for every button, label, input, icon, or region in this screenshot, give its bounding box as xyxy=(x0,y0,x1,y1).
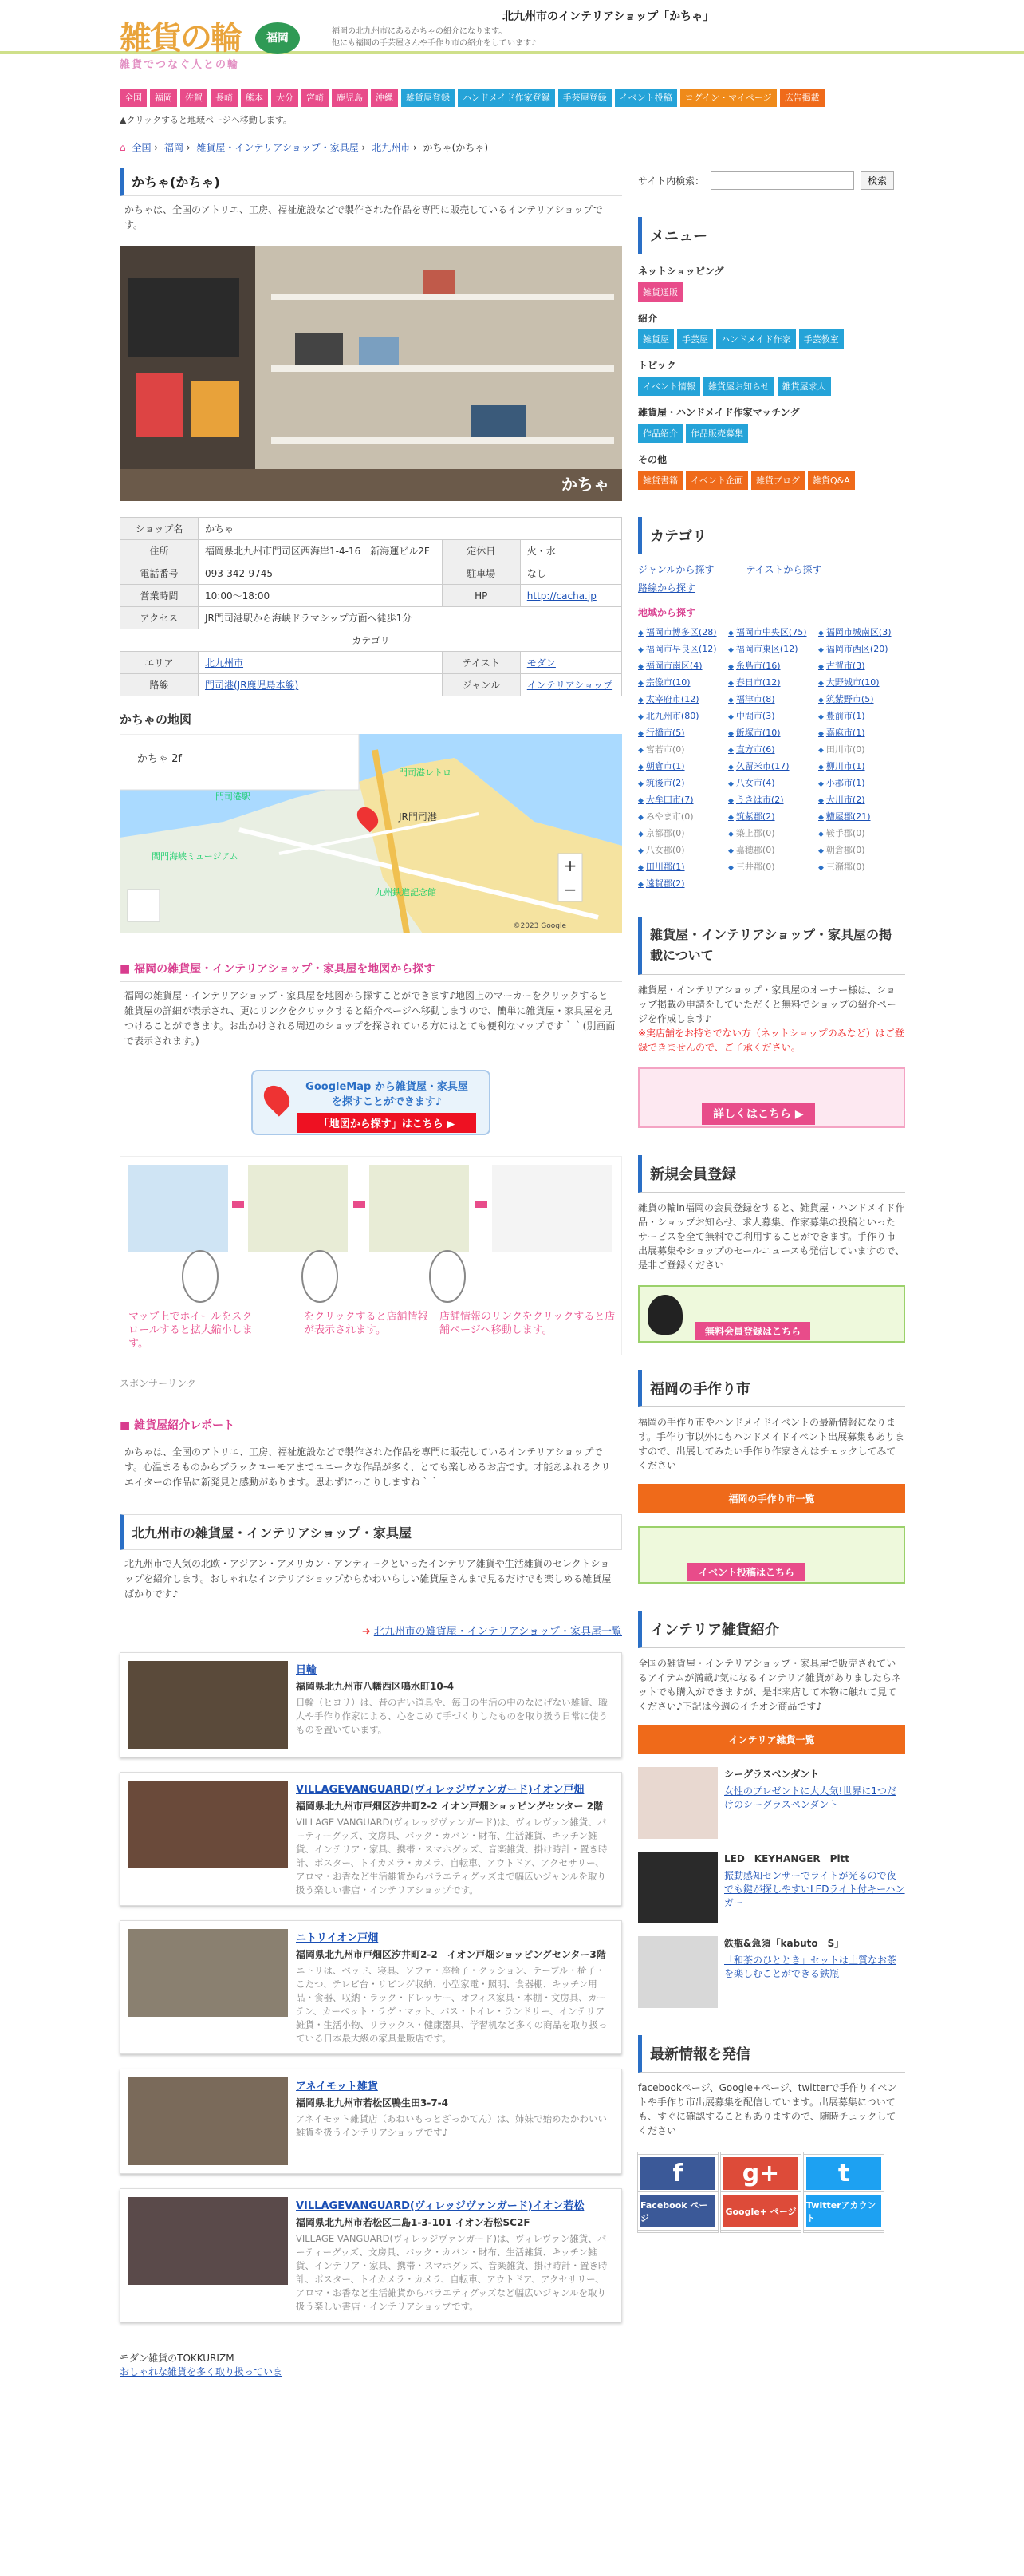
interior-heading: インテリア雑貨紹介 xyxy=(638,1611,905,1648)
map-steps-guide xyxy=(120,1156,622,1355)
breadcrumb-current: かちゃ(かちゃ) xyxy=(423,142,489,153)
label-tel: 電話番号 xyxy=(120,562,199,585)
shop-card[interactable] xyxy=(120,1920,622,2054)
bottom-banner[interactable] xyxy=(120,2351,622,2378)
shop-title: かちゃ(かちゃ) xyxy=(120,168,622,196)
genre-link[interactable]: インテリアショップ xyxy=(526,680,613,691)
value-hours: 10:00〜18:00 xyxy=(199,585,443,607)
label-address: 住所 xyxy=(120,540,199,562)
label-taste: テイスト xyxy=(442,652,520,674)
taste-search-link[interactable]: テイストから探す xyxy=(746,564,822,575)
shop-card[interactable] xyxy=(120,1652,622,1757)
area-link[interactable]: ◆ 宮若市(0) xyxy=(638,743,726,755)
menu-tags-other xyxy=(638,471,905,490)
breadcrumb-fukuoka[interactable]: 福岡 xyxy=(163,142,183,153)
recommend-item[interactable] xyxy=(638,1852,905,1923)
ichi-heading: 福岡の手作り市 xyxy=(638,1370,905,1407)
breadcrumb-zenkoku[interactable]: 全国 xyxy=(132,142,152,153)
nav-item[interactable]: 佐賀 xyxy=(180,89,207,107)
post-banner-button[interactable]: 詳しくはこちら ▶ xyxy=(702,1103,815,1125)
shop-card[interactable] xyxy=(120,1772,622,1906)
menu-group-topic: トピック xyxy=(638,360,676,371)
shop-name-link[interactable]: ニトリイオン戸畑 xyxy=(296,1932,379,1944)
shop-name-link[interactable]: アネイモット雑貨 xyxy=(296,2081,378,2093)
sidebar xyxy=(638,171,905,2232)
menu-tags-matching xyxy=(638,424,905,443)
header-desc-line-2: 他にも福岡の手芸屋さんや手作り市の紹介をしています♪ xyxy=(332,39,537,48)
shop-thumbnail[interactable] xyxy=(128,2197,288,2285)
recommend-name: 鉄瓶&急須「kabuto S」 xyxy=(724,1938,845,1949)
label-hours: 営業時間 xyxy=(120,585,199,607)
area-link[interactable]: ◆ 大牟田市(7) xyxy=(638,793,726,806)
area-link[interactable]: ◆ 古賀市(3) xyxy=(818,659,906,672)
header-description xyxy=(332,26,587,49)
label-access: アクセス xyxy=(120,607,199,629)
nav-item[interactable]: 雑貨屋登録 xyxy=(401,89,455,107)
page-title: 北九州市のインテリアショップ「かちゃ」 xyxy=(502,10,715,23)
area-link[interactable]: ◆ 築上郡(0) xyxy=(728,826,816,839)
recommend-name: LED KEYHANGER Pitt xyxy=(724,1853,850,1864)
register-button[interactable]: 無料会員登録はこちら xyxy=(695,1322,810,1340)
nav-item[interactable]: ログイン・マイページ xyxy=(680,89,777,107)
area-link[interactable]: ◆ 中間市(3) xyxy=(728,709,816,722)
category-header: カテゴリ xyxy=(120,629,622,652)
menu-tag[interactable]: イベント情報 xyxy=(638,377,700,396)
search-label: サイト内検索： xyxy=(638,175,705,187)
menu-group-matching: 雑貨屋・ハンドメイド作家マッチング xyxy=(638,407,800,418)
menu-group-other: その他 xyxy=(638,454,668,465)
menu-tag[interactable]: 雑貨通販 xyxy=(638,282,683,302)
area-link[interactable]: ◆ うきは市(2) xyxy=(728,793,816,806)
google-plus-icon: g+ xyxy=(721,2155,801,2192)
header-desc-line-1: 福岡の北九州市にあるかちゃの紹介になります。 xyxy=(332,27,507,36)
shop-info-table xyxy=(120,517,622,696)
label-genre: ジャンル xyxy=(442,674,520,696)
area-link[interactable]: ◆ 飯塚市(10) xyxy=(728,726,816,739)
chevron-right-icon: › xyxy=(361,142,366,153)
home-icon: ⌂ xyxy=(120,142,126,153)
step-3-text: 店舗情報のリンクをクリックすると店舗ページへ移動します。 xyxy=(439,1311,616,1336)
step-1-text: マップ上でホイールをスクロールすると拡大縮小します。 xyxy=(128,1311,253,1350)
map-place-card: かちゃ 2f xyxy=(137,753,182,765)
logo-badge: 福岡 xyxy=(255,22,300,54)
post-heading: 雑貨屋・インテリアショップ・家具屋の掲載について xyxy=(638,917,905,975)
shop-body xyxy=(296,1929,613,2045)
steps-illustration xyxy=(120,1157,623,1308)
nav-item[interactable]: 沖縄 xyxy=(371,89,398,107)
event-post-button[interactable]: イベント投稿はこちら xyxy=(687,1563,805,1581)
menu-tag[interactable]: 雑貨ブログ xyxy=(751,471,805,490)
post-banner[interactable] xyxy=(638,1067,905,1128)
bottom-banner-link[interactable]: おしゃれな雑貨を多く取り扱っていま xyxy=(120,2366,283,2377)
value-tel: 093-342-9745 xyxy=(199,562,443,585)
post-text: 雑貨屋・インテリアショップ・家具屋のオーナー様は、ショップ掲載の申請をしていただくと無料でショップの紹介ページを作成します♪ xyxy=(638,984,896,1024)
area-link[interactable]: ◆ 筑後市(2) xyxy=(638,776,726,789)
area-link[interactable]: ◆ 糸島市(16) xyxy=(728,659,816,672)
kitakyushu-more xyxy=(120,1623,622,1638)
area-link[interactable]: ◆ 嘉麻市(1) xyxy=(818,726,906,739)
area-link[interactable]: ◆ 田川市(0) xyxy=(818,743,906,755)
area-link[interactable]: ◆ 豊前市(1) xyxy=(818,709,906,722)
register-text: 雑貨の輪in福岡の会員登録をすると、雑貨屋・ハンドメイド作品・ショップお知らせ、求人募集、作家募集の投稿といったサービスを全て無料でご利用することができます。手作り市出展募集やショップのセールニュースも発信していますので、是非ご登録ください xyxy=(638,1202,905,1271)
shop-address: 福岡県北九州市八幡西区鳴水町10-4 xyxy=(296,1681,455,1692)
value-access: JR門司港駅から海峡ドラマシップ方面へ徒歩1分 xyxy=(199,607,622,629)
area-link[interactable]: ◆ 嘉穂郡(0) xyxy=(728,843,816,856)
recommend-list xyxy=(638,1767,905,2008)
chevron-right-icon: › xyxy=(154,142,159,153)
sponsor-label: スポンサーリンク xyxy=(120,1378,196,1389)
recommend-item[interactable] xyxy=(638,1936,905,2008)
area-link[interactable]: ◆ 三井郡(0) xyxy=(728,860,816,873)
area-link[interactable]: ◆ 北九州市(80) xyxy=(638,709,726,722)
shop-thumbnail[interactable] xyxy=(128,2077,288,2165)
recommend-body xyxy=(724,1852,905,1923)
area-link[interactable]: ◆ 田川郡(1) xyxy=(638,860,726,873)
nav-item[interactable]: 鹿児島 xyxy=(332,89,368,107)
map-illustration xyxy=(120,734,622,933)
shop-description: アネイモット雑貨店（あねいもっとざっかてん）は、姉妹で始めたかわいい雑貨を扱うインテリアショップです♪ xyxy=(296,2113,607,2138)
shop-card[interactable] xyxy=(120,2188,622,2322)
shop-description: ニトリは、ベッド、寝具、ソファ・座椅子・クッション、テーブル・椅子・こたつ、テレビ台・リビング収納、小型家電・照明、食器棚、キッチン用品・食器、収納・ラック・ドレッサー、オフィス家具・本棚・文房具、カーテン、カーペット・ラグ・マット、バス・トイレ・ランドリー、インテリア雑貨・生活小物、リラックス・健康器具、学習机など多くの商品を取り扱っている日本最大級の家具量販店です。 xyxy=(296,1965,608,2044)
area-link[interactable]: ◆ みやま市(0) xyxy=(638,810,726,823)
shop-name-link[interactable]: 日輪 xyxy=(296,1664,317,1676)
menu-group-intro: 紹介 xyxy=(638,313,658,324)
area-list xyxy=(638,625,905,890)
nav-note: ▲クリックすると地域ページへ移動します。 xyxy=(120,115,292,125)
social-button[interactable] xyxy=(804,2152,884,2232)
value-parking: なし xyxy=(520,562,621,585)
menu-tag[interactable]: ハンドメイド作家 xyxy=(716,329,796,349)
nav-item[interactable]: 宮崎 xyxy=(301,89,329,107)
nav-item[interactable]: 手芸屋登録 xyxy=(558,89,612,107)
shop-description: VILLAGE VANGUARD(ヴィレッジヴァンガード)は、ヴィレヴァン雑貨、パーティーグッズ、文房具、バック・カバン・財布、生活雑貨、キッチン雑貨、インテリア・家具、携帯・スマホグッズ、音楽雑貨、掛け時計・置き時計、ポスター、トイカメラ・カメラ、自転車、アウトドア、アクセサリー、アロマ・お香など生活雑貨からバラエティグッズなど幅広いジャンルを取り扱う楽しい書店・インテリアショップです。 xyxy=(296,2233,608,2312)
site-search xyxy=(638,171,905,190)
recommend-body xyxy=(724,1936,905,2008)
shop-thumbnail[interactable] xyxy=(128,1661,288,1749)
breadcrumb-category[interactable]: 雑貨屋・インテリアショップ・家具屋 xyxy=(196,142,359,153)
news-heading: 最新情報を発信 xyxy=(638,2035,905,2073)
shop-description: VILLAGE VANGUARD(ヴィレッジヴァンガード)は、ヴィレヴァン雑貨、パーティーグッズ、文房具、バック・カバン・財布、生活雑貨、キッチン雑貨、インテリア・家具、携帯・スマホグッズ、音楽雑貨、掛け時計・置き時計、ポスター、トイカメラ・カメラ、自転車、アウトドア、アクセサリー、アロマ・お香など生活雑貨からバラエティグッズまで幅広いジャンルを取り扱う楽しい書店・インテリアショップです。 xyxy=(296,1817,608,1896)
area-link[interactable]: ◆ 朝倉郡(0) xyxy=(818,843,906,856)
kitakyushu-list-link[interactable]: 北九州市の雑貨屋・インテリアショップ・家具屋一覧 xyxy=(373,1626,622,1638)
area-link[interactable]: ◆ 遠賀郡(2) xyxy=(638,877,726,890)
news-text: facebookページ、Google+ページ、twitterで手作りイベントや手作り市出展募集を配信しています。出展募集についても、すぐに確認することもありますので、随時チェックしてください xyxy=(638,2082,897,2136)
route-search-link[interactable]: 路線から探す xyxy=(638,582,696,594)
area-link[interactable]: ◆ 福津市(8) xyxy=(728,692,816,705)
logo-tagline: 雑貨でつなぐ人との輪 xyxy=(120,59,240,71)
register-banner[interactable] xyxy=(638,1285,905,1343)
shop-body xyxy=(296,1781,613,1897)
map-title: かちゃの地図 xyxy=(120,712,192,727)
map-label-retro: 門司港レトロ xyxy=(399,767,451,778)
shop-body xyxy=(296,1661,613,1749)
label-route: 路線 xyxy=(120,674,199,696)
ichi-text: 福岡の手作り市やハンドメイドイベントの最新情報になります。手作り市以外にもハンドメイドイベント出展募集もありますので、出展してみたい手作り作家さんはチェックしてみてください xyxy=(638,1417,905,1471)
label-holiday: 定休日 xyxy=(442,540,520,562)
area-link[interactable]: ◆ 福岡市博多区(28) xyxy=(638,625,726,638)
breadcrumb-city[interactable]: 北九州市 xyxy=(372,142,411,153)
area-link[interactable]: ◆ 福岡市南区(4) xyxy=(638,659,726,672)
nav-item[interactable]: イベント投稿 xyxy=(615,89,677,107)
recommend-link[interactable]: 女性のプレゼントに大人気!世界に1つだけのシーグラスペンダント xyxy=(724,1785,896,1810)
area-link[interactable]: ◆ 福岡市中央区(75) xyxy=(728,625,816,638)
nav-item[interactable]: 長崎 xyxy=(211,89,238,107)
shop-description: 日輪（ヒヨリ）は、昔の古い道具や、毎日の生活の中のなにげない雑貨、職人や手作り作家による、心をこめて手づくりしたものを取り扱う日常に使うものを置いています。 xyxy=(296,1697,608,1735)
area-link[interactable]: ◆ 福岡市西区(20) xyxy=(818,642,906,655)
nav-item[interactable]: 全国 xyxy=(120,89,147,107)
shop-photo xyxy=(120,246,622,501)
area-link[interactable]: 北九州市 xyxy=(205,657,244,669)
shop-body xyxy=(296,2077,613,2165)
area-link[interactable]: ◆ 糟屋郡(21) xyxy=(818,810,906,823)
area-link[interactable]: ◆ 春日市(12) xyxy=(728,676,816,688)
value-shop-name: かちゃ xyxy=(199,518,622,540)
area-link[interactable]: ◆ 柳川市(1) xyxy=(818,759,906,772)
shop-thumbnail[interactable] xyxy=(128,1781,288,1868)
menu-heading: メニュー xyxy=(638,217,905,254)
area-link[interactable]: ◆ 福岡市城南区(3) xyxy=(818,625,906,638)
area-link[interactable]: ◆ 久留米市(17) xyxy=(728,759,816,772)
taste-link[interactable]: モダン xyxy=(526,657,556,669)
site-logo[interactable] xyxy=(120,6,311,70)
breadcrumb xyxy=(120,140,491,154)
nav-item[interactable]: ハンドメイド作家登録 xyxy=(458,89,555,107)
homepage-link[interactable]: http://cacha.jp xyxy=(526,590,597,602)
shop-intro: かちゃは、全国のアトリエ、工房、福祉施設などで製作された作品を専門に販売しているインテリアショップです。 xyxy=(124,204,603,231)
area-link[interactable]: ◆ 行橋市(5) xyxy=(638,726,726,739)
label-area: エリア xyxy=(120,652,199,674)
shop-name-link[interactable]: VILLAGEVANGUARD(ヴィレッジヴァンガード)イオン戸畑 xyxy=(296,1784,585,1796)
map-label-jr: JR門司港 xyxy=(399,811,437,823)
area-link[interactable]: ◆ 福岡市早良区(12) xyxy=(638,642,726,655)
area-link[interactable]: ◆ 京都郡(0) xyxy=(638,826,726,839)
zoom-out-icon[interactable]: − xyxy=(563,880,577,899)
menu-tags-shopping xyxy=(638,282,905,302)
event-post-banner[interactable] xyxy=(638,1526,905,1584)
social-label: Google+ ページ xyxy=(721,2192,801,2230)
area-link[interactable]: ◆ 宗像市(10) xyxy=(638,676,726,688)
menu-tag[interactable]: 雑貨屋 xyxy=(638,329,674,349)
genre-search-link[interactable]: ジャンルから探す xyxy=(638,564,715,575)
menu-tag[interactable]: 雑貨Q&A xyxy=(808,471,855,490)
menu-tag[interactable]: 手芸屋 xyxy=(677,329,713,349)
search-button[interactable]: 検索 xyxy=(861,171,894,190)
social-button[interactable] xyxy=(638,2152,718,2232)
social-button[interactable] xyxy=(721,2152,801,2232)
nav-item[interactable]: 大分 xyxy=(271,89,298,107)
interior-text: 全国の雑貨屋・インテリアショップ・家具屋で販売されているアイテムが満載♪気になるインテリア雑貨がありましたらネットでも購入ができますが、是非来店して本物に触れて見てください♪下記は今週のイチオシ商品です♪ xyxy=(638,1658,901,1712)
region-nav xyxy=(120,89,869,107)
area-link[interactable]: ◆ 八女市(4) xyxy=(728,776,816,789)
map-label-station: 門司港駅 xyxy=(215,791,250,802)
label-shop-name: ショップ名 xyxy=(120,518,199,540)
report-text: かちゃは、全国のアトリエ、工房、福祉施設などで製作された作品を専門に販売しているインテリアショップです。心温まるものからブラックユーモアまでユニークな作品が多く、とても楽しめるお店です。才能あふれるクリエイターの作品に新発見と感動があります。思わずにっこりしますね｀｀ xyxy=(124,1446,611,1488)
social-label: Facebook ページ xyxy=(638,2192,718,2230)
menu-tag[interactable]: 雑貨屋お知らせ xyxy=(703,377,774,396)
area-link[interactable]: ◆ 直方市(6) xyxy=(728,743,816,755)
menu-tag[interactable]: イベント企画 xyxy=(686,471,748,490)
shop-body xyxy=(296,2197,613,2314)
search-input[interactable] xyxy=(711,171,854,190)
kitakyushu-text: 北九州市で人気の北欧・アジアン・アメリカン・アンティークといったインテリア雑貨や生活雑貨のセレクトショップを紹介します。おしゃれなインテリアショップからかわいらしい雑貨屋さんまで見るだけでも楽しめる雑貨屋ばかりです♪ xyxy=(124,1558,612,1600)
recommend-image[interactable] xyxy=(638,1852,718,1923)
cat-icon xyxy=(648,1295,683,1335)
shop-list xyxy=(120,1652,622,2322)
menu-tag[interactable]: 雑貨屋求人 xyxy=(778,377,831,396)
main-content xyxy=(120,168,622,2378)
map-btn-line2: を探すことができます♪ xyxy=(331,1096,443,1108)
map-search-button[interactable] xyxy=(251,1070,490,1135)
area-search-label: 地域から探す xyxy=(638,607,696,618)
map-btn-line3: 「地図から探す」はこちら ▶ xyxy=(297,1113,476,1133)
menu-group-shopping: ネットショッピング xyxy=(638,266,724,277)
map-label-museum: 関門海峡ミュージアム xyxy=(152,851,238,862)
logo-text: 雑貨の輪 xyxy=(120,20,241,57)
site-header xyxy=(0,0,1024,80)
shop-name-link[interactable]: VILLAGEVANGUARD(ヴィレッジヴァンガード)イオン若松 xyxy=(296,2200,585,2212)
area-link[interactable]: ◆ 福岡市東区(12) xyxy=(728,642,816,655)
map-label-railmuseum: 九州鉄道記念館 xyxy=(375,887,436,897)
twitter-icon: t xyxy=(804,2155,884,2192)
nav-item[interactable]: 福岡 xyxy=(150,89,177,107)
route-link[interactable]: 門司港(JR鹿児島本線) xyxy=(205,680,299,691)
step-2-text: をクリックすると店舗情報が表示されます。 xyxy=(304,1311,428,1336)
photo-caption: かちゃ xyxy=(561,475,609,494)
area-link[interactable]: ◆ 筑紫野市(5) xyxy=(818,692,906,705)
shop-address: 福岡県北九州市戸畑区汐井町2-2 イオン戸畑ショッピングセンター3階 xyxy=(296,1949,606,1960)
map-btn-line1: GoogleMap から雑貨屋・家具屋 xyxy=(305,1081,468,1093)
area-link[interactable]: ◆ 小郡市(1) xyxy=(818,776,906,789)
register-heading: 新規会員登録 xyxy=(638,1155,905,1193)
area-link[interactable]: ◆ 大川市(2) xyxy=(818,793,906,806)
interior-list-button[interactable]: インテリア雑貨一覧 xyxy=(638,1725,905,1754)
kitakyushu-heading: 北九州市の雑貨屋・インテリアショップ・家具屋 xyxy=(120,1514,622,1550)
label-hp: HP xyxy=(442,585,520,607)
google-map[interactable] xyxy=(120,734,622,933)
area-link[interactable]: ◆ 朝倉市(1) xyxy=(638,759,726,772)
recommend-body xyxy=(724,1767,905,1839)
area-link[interactable]: ◆ 筑紫郡(2) xyxy=(728,810,816,823)
nav-item[interactable]: 熊本 xyxy=(241,89,268,107)
facebook-icon: f xyxy=(638,2155,718,2192)
nav-item[interactable]: 広告掲載 xyxy=(780,89,825,107)
recommend-item[interactable] xyxy=(638,1767,905,1839)
report-heading: ■ 雑貨屋紹介レポート xyxy=(120,1412,622,1438)
menu-tags-intro xyxy=(638,329,905,349)
shop-address: 福岡県北九州市若松区二島1-3-101 イオン若松SC2F xyxy=(296,2217,530,2228)
shop-photo-illustration xyxy=(120,246,622,501)
value-holiday: 火・水 xyxy=(520,540,621,562)
recommend-link[interactable]: 振動感知センサーでライトが光るので夜でも鍵が探しやすいLEDライト付キーハンガー xyxy=(724,1870,905,1908)
post-warning: ※実店舗をお持ちでない方（ネットショップのみなど）はご登録できませんので、ご了承ください。 xyxy=(638,1028,904,1053)
menu-tag[interactable]: 雑貨書籍 xyxy=(638,471,683,490)
menu-tag[interactable]: 作品紹介 xyxy=(638,424,683,443)
map-search-text: 福岡の雑貨屋・インテリアショップ・家具屋を地図から探すことができます♪地図上のマーカーをクリックすると雑貨屋の詳細が表示され、更にリンクをクリックすると紹介ページへ移動しますので、簡単に雑貨屋・家具屋を見つけることができます。お出かけされる周辺のショップを探されている方にはとても便利なマップです｀｀(別画面で表示されます。) xyxy=(124,990,616,1047)
shop-card[interactable] xyxy=(120,2069,622,2174)
area-link[interactable]: ◆ 鞍手郡(0) xyxy=(818,826,906,839)
social-label: Twitterアカウント xyxy=(804,2192,884,2230)
area-link[interactable]: ◆ 大野城市(10) xyxy=(818,676,906,688)
area-link[interactable]: ◆ 三潴郡(0) xyxy=(818,860,906,873)
area-link[interactable]: ◆ 太宰府市(12) xyxy=(638,692,726,705)
recommend-name: シーグラスペンダント xyxy=(724,1769,820,1780)
chevron-right-icon: › xyxy=(186,142,191,153)
bottom-banner-alt: モダン雑貨のTOKKURIZM xyxy=(120,2353,234,2364)
value-address: 福岡県北九州市門司区西海岸1-4-16 新海運ビル2F xyxy=(199,540,443,562)
category-links xyxy=(638,562,905,576)
shop-thumbnail[interactable] xyxy=(128,1929,288,2017)
recommend-image[interactable] xyxy=(638,1767,718,1839)
shop-address: 福岡県北九州市戸畑区汐井町2-2 イオン戸畑ショッピングセンター 2階 xyxy=(296,1801,604,1812)
zoom-in-icon[interactable]: + xyxy=(563,856,577,875)
chevron-right-icon: › xyxy=(413,142,417,153)
label-parking: 駐車場 xyxy=(442,562,520,585)
menu-tags-topic xyxy=(638,377,905,396)
shop-address: 福岡県北九州市若松区鴨生田3-7-4 xyxy=(296,2097,449,2109)
menu-tag[interactable]: 作品販売募集 xyxy=(686,424,748,443)
map-copyright: ©2023 Google xyxy=(513,922,566,930)
recommend-image[interactable] xyxy=(638,1936,718,2008)
map-search-heading: ■ 福岡の雑貨屋・インテリアショップ・家具屋を地図から探す xyxy=(120,956,622,982)
ichi-list-button[interactable]: 福岡の手作り市一覧 xyxy=(638,1484,905,1513)
social-links xyxy=(638,2152,905,2232)
category-heading: カテゴリ xyxy=(638,517,905,554)
recommend-link[interactable]: 「和茶のひととき」セットは上質なお茶を楽しむことができる鉄瓶 xyxy=(724,1955,897,1979)
area-link[interactable]: ◆ 八女郡(0) xyxy=(638,843,726,856)
menu-tag[interactable]: 手芸教室 xyxy=(799,329,844,349)
